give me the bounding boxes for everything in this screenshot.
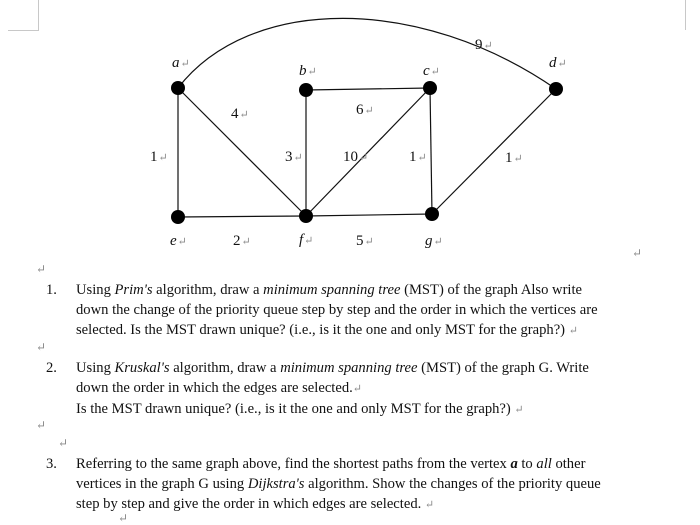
vertex-f <box>299 209 313 223</box>
question-number: 3. <box>46 456 57 472</box>
question-line: vertices in the graph G using Dijkstra's algorithm. Show the changes of the priority queue <box>76 476 601 492</box>
vertex-label-e: e↵ <box>170 233 187 249</box>
vertex-label-d: d↵ <box>549 55 567 71</box>
vertex-g <box>425 207 439 221</box>
vertex-e <box>171 210 185 224</box>
emphasis-text: Prim's <box>114 282 153 298</box>
bold-text: a <box>510 456 518 472</box>
vertex-a <box>171 81 185 95</box>
edge-e-f <box>178 216 306 217</box>
question-line: down the order in which the edges are selected.↵ <box>76 380 362 396</box>
edge-d-g <box>432 89 556 214</box>
question-line: Referring to the same graph above, find the shortest paths from the vertex a to all other <box>76 456 586 472</box>
question-line: down the change of the priority queue step by step and the order in which the vertices are <box>76 302 598 318</box>
emphasis-text: minimum spanning tree <box>280 360 418 376</box>
vertex-label-f: f↵ <box>299 232 314 248</box>
edge-weight-a-e: 1↵ <box>150 149 168 165</box>
vertex-d <box>549 82 563 96</box>
question-text <box>76 358 686 420</box>
edge-weight-d-g: 1↵ <box>505 150 523 166</box>
edge-c-g <box>430 88 432 214</box>
paragraph-mark: ↵ <box>36 340 47 354</box>
edge-weight-e-f: 2↵ <box>233 233 251 249</box>
emphasis-text: Kruskal's <box>114 360 170 376</box>
edge-f-g <box>306 214 432 216</box>
return-mark: ↵ <box>352 383 362 395</box>
vertex-label-b: b↵ <box>299 63 317 79</box>
edge-weight-a-f: 4↵ <box>231 106 249 122</box>
edge-a-d <box>178 18 556 89</box>
question-2 <box>46 358 686 420</box>
emphasis-text: all <box>536 456 552 472</box>
vertex-b <box>299 83 313 97</box>
edge-weight-b-f: 3↵ <box>285 149 303 165</box>
vertex-label-a: a↵ <box>172 55 190 71</box>
question-line: Using Kruskal's algorithm, draw a minimum spanning tree (MST) of the graph G. Write <box>76 360 589 376</box>
return-mark: ↵ <box>514 404 524 416</box>
paragraph-mark: ↵ <box>632 246 643 260</box>
edge-weight-c-f: 10↵ <box>343 149 369 165</box>
question-3 <box>46 454 686 515</box>
edge-weight-a-d: 9↵ <box>475 37 493 53</box>
return-mark: ↵ <box>568 325 578 337</box>
edge-weight-b-c: 6↵ <box>356 102 374 118</box>
question-line: Using Prim's algorithm, draw a minimum spanning tree (MST) of the graph Also write <box>76 282 583 298</box>
edge-weight-c-g: 1↵ <box>409 149 427 165</box>
question-1 <box>46 280 686 341</box>
edge-weight-f-g: 5↵ <box>356 233 374 249</box>
question-number: 1. <box>46 282 57 298</box>
graph-figure <box>0 0 700 260</box>
return-mark: ↵ <box>424 499 435 511</box>
paragraph-mark: ↵ <box>58 436 69 450</box>
paragraph-mark: ↵ <box>36 262 47 276</box>
question-text <box>76 280 686 341</box>
paragraph-mark: ↵ <box>118 511 129 525</box>
question-text <box>76 454 686 515</box>
paragraph-mark: ↵ <box>36 418 47 432</box>
question-line: selected. Is the MST drawn unique? (i.e., is it the one and only MST for the graph?) ↵ <box>76 322 578 338</box>
question-number: 2. <box>46 360 57 376</box>
vertex-label-g: g↵ <box>425 233 443 249</box>
edge-b-c <box>306 88 430 90</box>
emphasis-text: minimum spanning tree <box>263 282 401 298</box>
question-line: Is the MST drawn unique? (i.e., is it the one and only MST for the graph?) ↵ <box>76 401 524 417</box>
emphasis-text: Dijkstra's <box>247 476 305 492</box>
question-line: step by step and give the order in which edges are selected. ↵ <box>76 496 435 512</box>
vertex-c <box>423 81 437 95</box>
vertex-label-c: c↵ <box>423 63 440 79</box>
